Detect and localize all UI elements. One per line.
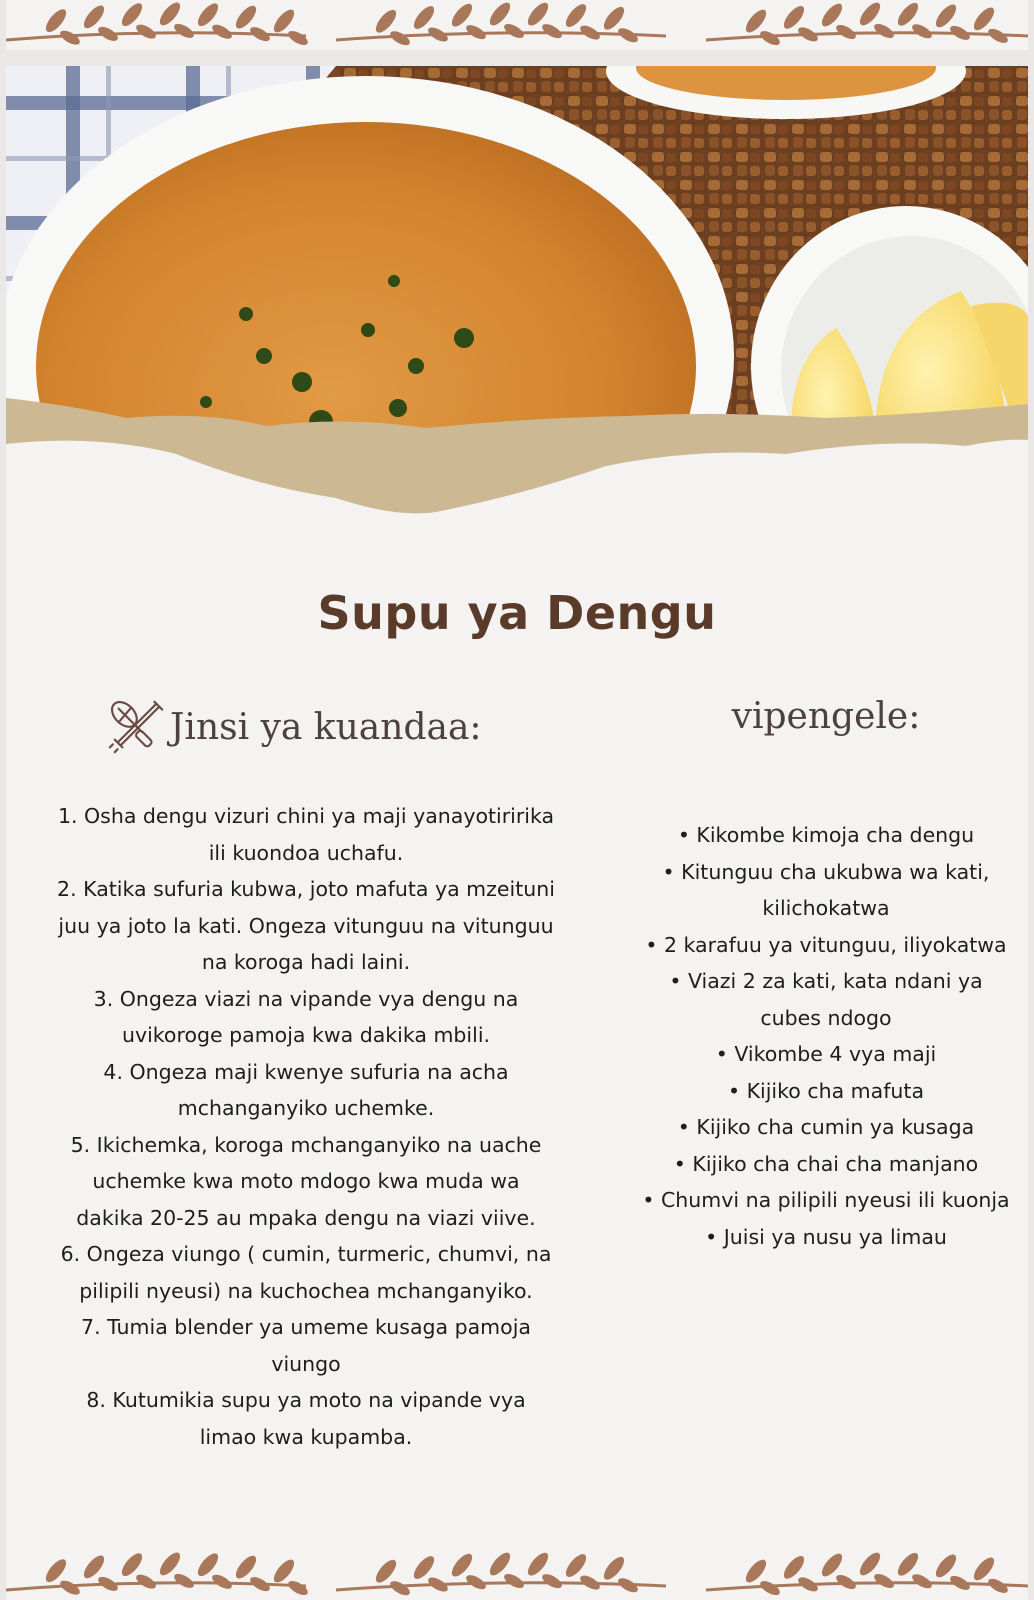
list-item: • Vikombe 4 vya maji — [636, 1036, 1016, 1073]
list-item: • Kitunguu cha ukubwa wa kati, kilichokatwa — [636, 854, 1016, 927]
list-item: 5. Ikichemka, koroga mchanganyiko na uache uchemke kwa moto mdogo kwa muda wa dakika 20-25 au mpaka dengu na viazi viive. — [70, 1132, 542, 1230]
recipe-card — [6, 66, 1028, 1550]
vine-leaf — [540, 21, 564, 41]
ingredients-heading: vipengele: — [731, 696, 921, 737]
vine-leaf — [172, 1571, 196, 1591]
list-item: 7. Tumia blender ya umeme kusaga pamoja viungo — [81, 1315, 531, 1376]
vine-leaf — [172, 21, 196, 41]
list-item: • Kijiko cha cumin ya kusaga — [636, 1109, 1016, 1146]
vine-leaf — [502, 21, 526, 41]
ingredients-list — [636, 817, 1016, 1255]
list-item: • 2 karafuu ya vitunguu, iliyokatwa — [636, 927, 1016, 964]
list-item: • Kijiko cha mafuta — [636, 1073, 1016, 1110]
method-heading — [106, 696, 482, 758]
vine-stem — [336, 1583, 666, 1590]
vine-leaf — [540, 1571, 564, 1591]
vine-leaf — [388, 1578, 412, 1598]
list-item: 1. Osha dengu vizuri chini ya maji yanayotiririka ili kuondoa uchafu. — [57, 804, 555, 865]
vine-stem — [706, 1583, 1028, 1590]
list-item: 4. Ongeza maji kwenye sufuria na acha mchanganyiko uchemke. — [103, 1059, 509, 1120]
list-item: 2. Katika sufuria kubwa, joto mafuta ya mzeituni juu ya joto la kati. Ongeza vitunguu na vitunguu na koroga hadi laini. — [57, 877, 555, 974]
list-item: 8. Kutumikia supu ya moto na vipande vya limao kwa kupamba. — [86, 1388, 526, 1449]
method-heading-label: Jinsi ya kuandaa: — [170, 706, 482, 748]
vine-leaf — [758, 28, 782, 48]
list-item: 6. Ongeza viungo ( cumin, turmeric, chumvi, na pilipili nyeusi) na kuchochea mchanganyiko. — [60, 1242, 552, 1303]
vine-stem — [336, 33, 666, 40]
vine-leaf — [502, 1571, 526, 1591]
vine-leaf — [910, 21, 934, 41]
list-item: • Viazi 2 za kati, kata ndani ya cubes ndogo — [636, 963, 1016, 1036]
steps-list — [56, 798, 556, 1455]
recipe-title: Supu ya Dengu — [317, 586, 717, 640]
vine-leaf — [872, 1571, 896, 1591]
vine-leaf — [388, 28, 412, 48]
vine-leaf — [286, 1578, 310, 1598]
list-item: • Kijiko cha chai cha manjano — [636, 1146, 1016, 1183]
bottom-vine-decoration — [6, 1550, 1028, 1600]
vine-leaf — [872, 21, 896, 41]
vine-leaf — [758, 1578, 782, 1598]
soup-photo — [6, 66, 1028, 526]
vine-stem — [706, 33, 1028, 40]
vine-leaf — [910, 1571, 934, 1591]
list-item: • Juisi ya nusu ya limau — [636, 1219, 1016, 1256]
list-item: 3. Ongeza viazi na vipande vya dengu na uvikoroge pamoja kwa dakika mbili. — [93, 986, 519, 1047]
list-item: • Kikombe kimoja cha dengu — [636, 817, 1016, 854]
vine-leaf — [286, 28, 310, 48]
whisk-and-rolling-pin-icon — [106, 696, 168, 758]
list-item: • Chumvi na pilipili nyeusi ili kuonja — [636, 1182, 1016, 1219]
top-vine-decoration — [6, 0, 1028, 50]
